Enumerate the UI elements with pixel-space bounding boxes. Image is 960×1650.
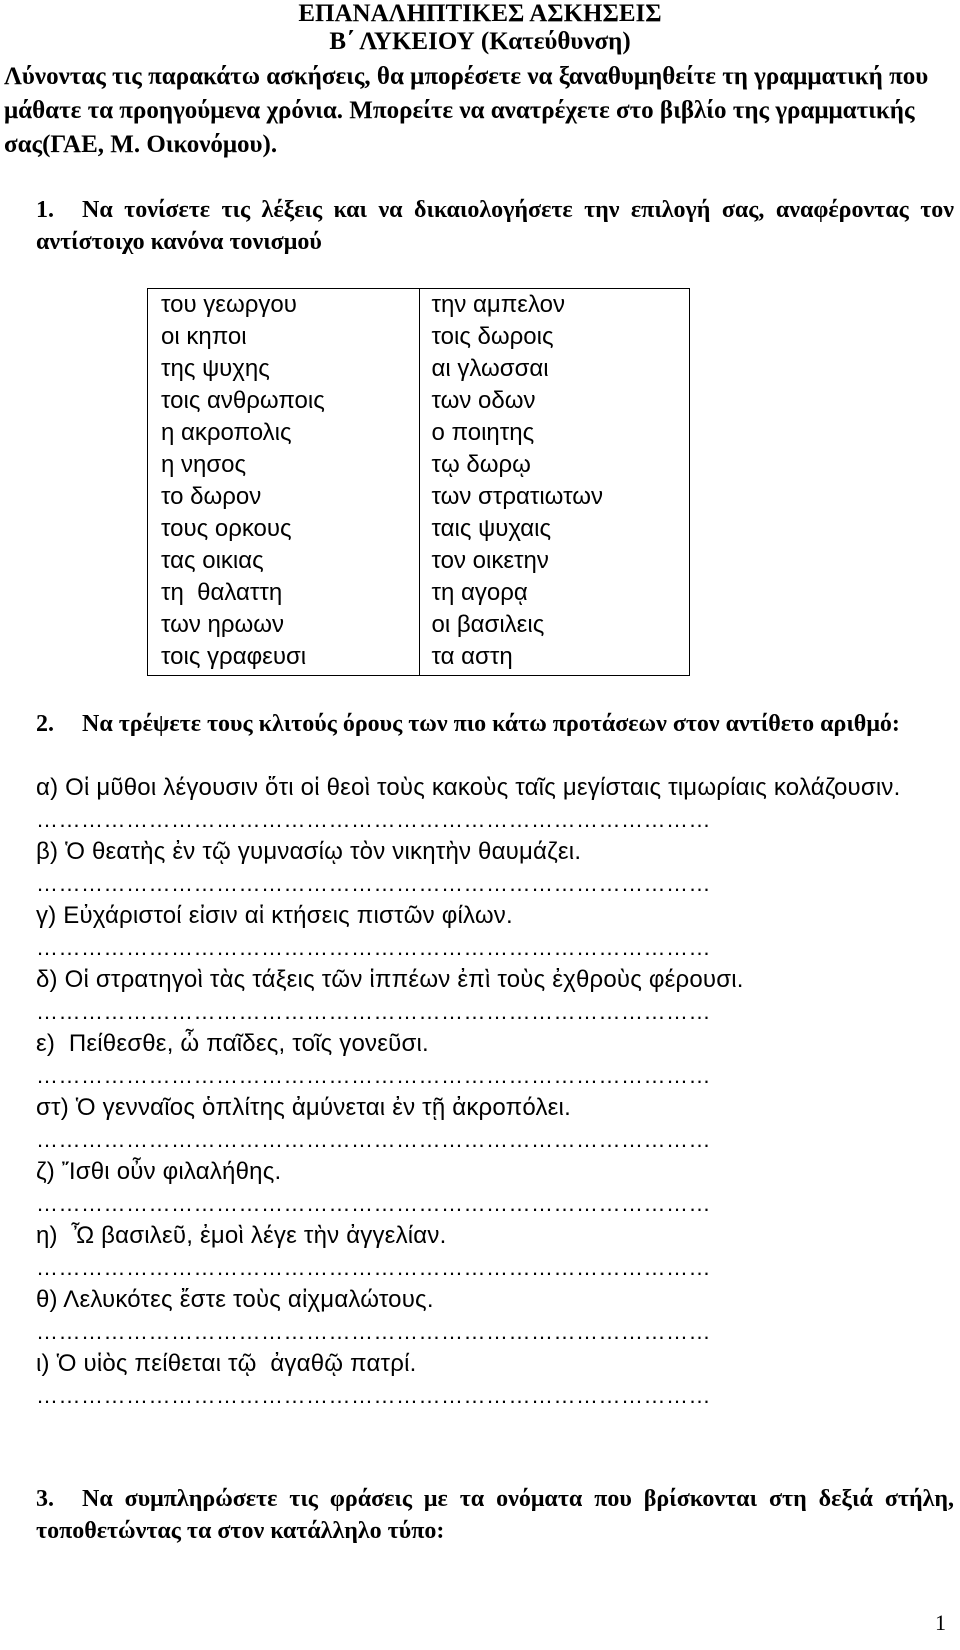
answer-line[interactable]: ……………………………………………………………………………… bbox=[36, 935, 711, 960]
word-cell: τοις δωροις bbox=[431, 323, 554, 350]
word-cell: την αμπελον bbox=[431, 291, 565, 318]
sentence-item: γ) Εὐχάριστοί εἰσιν αἱ κτήσεις πιστῶν φίλων. bbox=[36, 902, 513, 929]
sentence-item: θ) Λελυκότες ἔστε τοὺς αἰχμαλώτους. bbox=[36, 1286, 434, 1313]
exercise-3-heading bbox=[36, 1483, 954, 1547]
word-cell: των οδων bbox=[431, 387, 536, 414]
sentence-item: ε) Πείθεσθε, ὦ παῖδες, τοῖς γονεῦσι. bbox=[36, 1030, 429, 1057]
sentence-item: α) Οἱ μῦθοι λέγουσιν ὅτι οἱ θεοὶ τοὺς κακοὺς ταῖς μεγίσταις τιμωρίαις κολάζουσιν. bbox=[36, 774, 901, 801]
answer-line[interactable]: ……………………………………………………………………………… bbox=[36, 1191, 711, 1216]
word-cell: ταις ψυχαις bbox=[431, 515, 552, 542]
answer-line[interactable]: ……………………………………………………………………………… bbox=[36, 807, 711, 832]
word-cell: των ηρωων bbox=[161, 611, 285, 638]
words-table bbox=[147, 288, 690, 676]
exercise-3-instruction: Να συμπληρώσετε τις φράσεις με τα ονόματα που βρίσκονται στη δεξιά στήλη, τοποθετώντας τα στον κατάλληλο τύπο: bbox=[36, 1486, 954, 1544]
exercise-2-number: 2. bbox=[36, 711, 54, 737]
answer-line[interactable]: ……………………………………………………………………………… bbox=[36, 1383, 711, 1408]
word-cell: τας οικιας bbox=[161, 547, 264, 574]
answer-line[interactable]: ……………………………………………………………………………… bbox=[36, 999, 711, 1024]
answer-line[interactable]: ……………………………………………………………………………… bbox=[36, 871, 711, 896]
word-cell: τον οικετην bbox=[431, 547, 549, 574]
word-cell: τῳ δωρῳ bbox=[431, 451, 531, 478]
exercise-1-instruction: Να τονίσετε τις λέξεις και να δικαιολογήσετε την επιλογή σας, αναφέροντας τον αντίστοιχο κανόνα τονισμού bbox=[36, 197, 954, 255]
word-cell: τοις ανθρωποις bbox=[161, 387, 325, 414]
exercise-1-number: 1. bbox=[36, 197, 54, 223]
word-cell: η νησος bbox=[161, 451, 247, 478]
word-cell: τοις γραφευσι bbox=[161, 643, 307, 670]
words-column-left bbox=[148, 289, 420, 675]
word-cell: αι γλωσσαι bbox=[431, 355, 549, 382]
exercise-2-sentences bbox=[36, 772, 956, 1412]
word-cell: οι βασιλεις bbox=[431, 611, 545, 638]
words-column-right bbox=[420, 289, 690, 675]
word-cell: της ψυχης bbox=[161, 355, 270, 382]
page-number: 1 bbox=[935, 1610, 946, 1635]
sentence-item: ι) Ὁ υἱὸς πείθεται τῷ ἀγαθῷ πατρί. bbox=[36, 1350, 417, 1377]
page-subtitle: Β΄ ΛΥΚΕΙΟΥ (Κατεύθυνση) bbox=[329, 28, 631, 55]
word-cell: η ακροπολις bbox=[161, 419, 292, 446]
word-cell: ο ποιητης bbox=[431, 419, 535, 446]
exercise-1-heading bbox=[36, 194, 954, 258]
word-cell: οι κηποι bbox=[161, 323, 247, 350]
sentence-item: η) Ὦ βασιλεῦ, ἐμοὶ λέγε τὴν ἀγγελίαν. bbox=[36, 1222, 447, 1249]
word-cell: του γεωργου bbox=[161, 291, 297, 318]
exercise-2-heading bbox=[36, 708, 954, 740]
sentence-item: β) Ὁ θεατὴς ἐν τῷ γυμνασίῳ τὸν νικητὴν θαυμάζει. bbox=[36, 838, 582, 865]
answer-line[interactable]: ……………………………………………………………………………… bbox=[36, 1319, 711, 1344]
word-cell: τη θαλαττη bbox=[161, 579, 283, 606]
answer-line[interactable]: ……………………………………………………………………………… bbox=[36, 1063, 711, 1088]
intro-paragraph: Λύνοντας τις παρακάτω ασκήσεις, θα μπορέσετε να ξαναθυμηθείτε τη γραμματική που μάθατε τα προηγούμενα χρόνια. Μπορείτε να ανατρέχετε στο βιβλίο της γραμματικής σας(ΓΑΕ, Μ. Οικονόμου). bbox=[4, 63, 929, 158]
word-cell: τη αγορᾳ bbox=[431, 579, 528, 606]
word-cell: τα αστη bbox=[431, 643, 513, 670]
sentence-item: δ) Οἱ στρατηγοὶ τὰς τάξεις τῶν ἱππέων ἐπὶ τοὺς ἐχθροὺς φέρουσι. bbox=[36, 966, 744, 993]
sentence-item: ζ) Ἴσθι οὖν φιλαλήθης. bbox=[36, 1158, 282, 1185]
sentence-item: στ) Ὁ γενναῖος ὁπλίτης ἀμύνεται ἐν τῇ ἀκροπόλει. bbox=[36, 1094, 571, 1121]
exercise-3-number: 3. bbox=[36, 1486, 54, 1512]
answer-line[interactable]: ……………………………………………………………………………… bbox=[36, 1255, 711, 1280]
exercise-2-instruction: Να τρέψετε τους κλιτούς όρους των πιο κάτω προτάσεων στον αντίθετο αριθμό: bbox=[82, 711, 900, 737]
word-cell: των στρατιωτων bbox=[431, 483, 603, 510]
word-cell: τους ορκους bbox=[161, 515, 292, 542]
page-title: ΕΠΑΝΑΛΗΠΤΙΚΕΣ ΑΣΚΗΣΕΙΣ bbox=[298, 0, 662, 27]
word-cell: το δωρον bbox=[161, 483, 262, 510]
answer-line[interactable]: ……………………………………………………………………………… bbox=[36, 1127, 711, 1152]
